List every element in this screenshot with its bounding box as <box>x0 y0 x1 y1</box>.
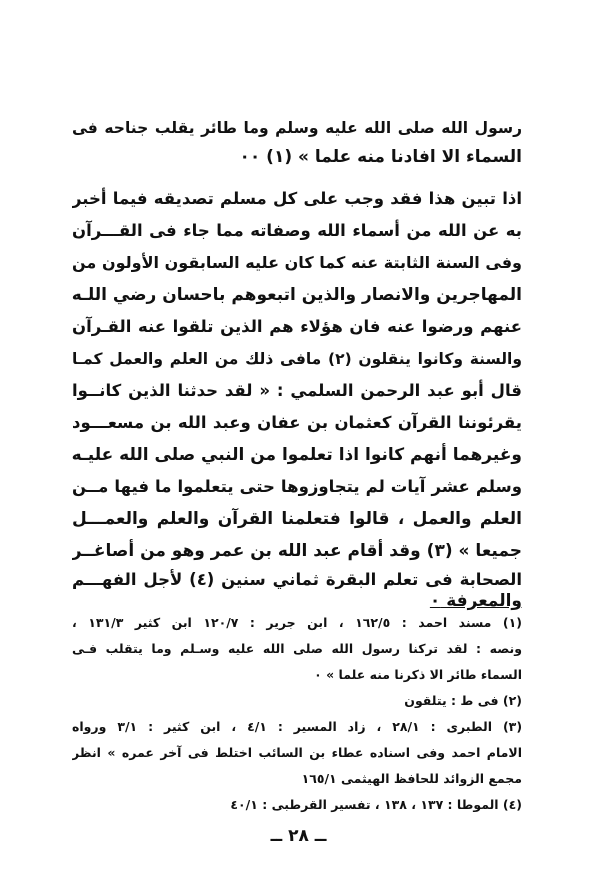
footnote-line-5: (٣) الطبرى : ٢٨/١ ، زاد المسير : ٤/١ ، ابن كثير : ٣/١ ورواه <box>72 719 522 734</box>
footnote-line-4: (٢) فى ط : يتلقون <box>404 693 522 708</box>
footnote-line-8: (٤) الموطا : ١٣٧ ، ١٣٨ ، تفسير القرطبى : ٤٠/١ <box>230 797 522 812</box>
body-line-12: وسلم عشر آيات لم يتجاوزوها حتى يتعلموا ما فيها مــن <box>72 477 522 496</box>
body-line-4: به عن الله من أسماء الله وصفاته مما جاء فى القـــرآن <box>72 221 522 240</box>
page-number: ــ ٢٨ ــ <box>270 826 327 846</box>
footnote-line-3: السماء طائر الا ذكرنا منه علما » ٠ <box>314 667 522 682</box>
body-line-7: عنهم ورضوا عنه فان هؤلاء هم الذين تلقوا عنه القـرآن <box>72 317 522 336</box>
body-line-3: اذا تبين هذا فقد وجب على كل مسلم تصديقه فيما أخبر <box>72 189 522 208</box>
body-line-16: والمعرفة ٠ <box>429 591 522 611</box>
body-line-2: السماء الا افادنا منه علما » (١) ٠٠ <box>239 147 522 167</box>
footnote-line-2: ونصه : لقد تركنا رسول الله صلى الله عليه وسـلم وما يتقلب فـى <box>72 641 522 656</box>
body-line-10: يقرئوننا القرآن كعثمان بن عفان وعبد الله بن مسعـــود <box>72 413 522 432</box>
body-line-14: جميعا » (٣) وقد أقام عبد الله بن عمر وهو من أصاغــر <box>72 541 522 561</box>
body-line-15: الصحابة فى تعلم البقرة ثماني سنين (٤) لأجل الفهـــم <box>72 570 522 589</box>
footnote-line-7: مجمع الزوائد للحافظ الهيثمى ١٦٥/١ <box>301 771 522 786</box>
footnote-line-1: (١) مسند احمد : ١٦٢/٥ ، ابن جرير : ١٢٠/٧ ابن كثير ١٣١/٣ ، <box>72 615 522 630</box>
body-line-6: المهاجرين والانصار والذين اتبعوهم باحسان رضي اللـه <box>72 285 522 305</box>
footnote-line-6: الامام احمد وفى اسناده عطاء بن السائب اختلط فى آخر عمره » انظر <box>72 745 522 760</box>
body-line-5: وفى السنة الثابتة عنه كما كان عليه السابقون الأولون من <box>72 253 522 272</box>
body-line-8: والسنة وكانوا ينقلون (٢) مافى ذلك من العلم والعمل كمـا <box>72 350 522 368</box>
body-line-13: العلم والعمل ، قالوا فتعلمنا القرآن والعلم والعمـــل <box>72 509 522 529</box>
body-line-1: رسول الله صلى الله عليه وسلم وما طائر يقلب جناحه فى <box>72 119 522 137</box>
body-line-9: قال أبو عبد الرحمن السلمي : « لقد حدثنا الذين كانــوا <box>72 381 522 400</box>
body-line-11: وغيرهما أنهم كانوا اذا تعلموا من النبي صلى الله عليـه <box>72 445 522 465</box>
